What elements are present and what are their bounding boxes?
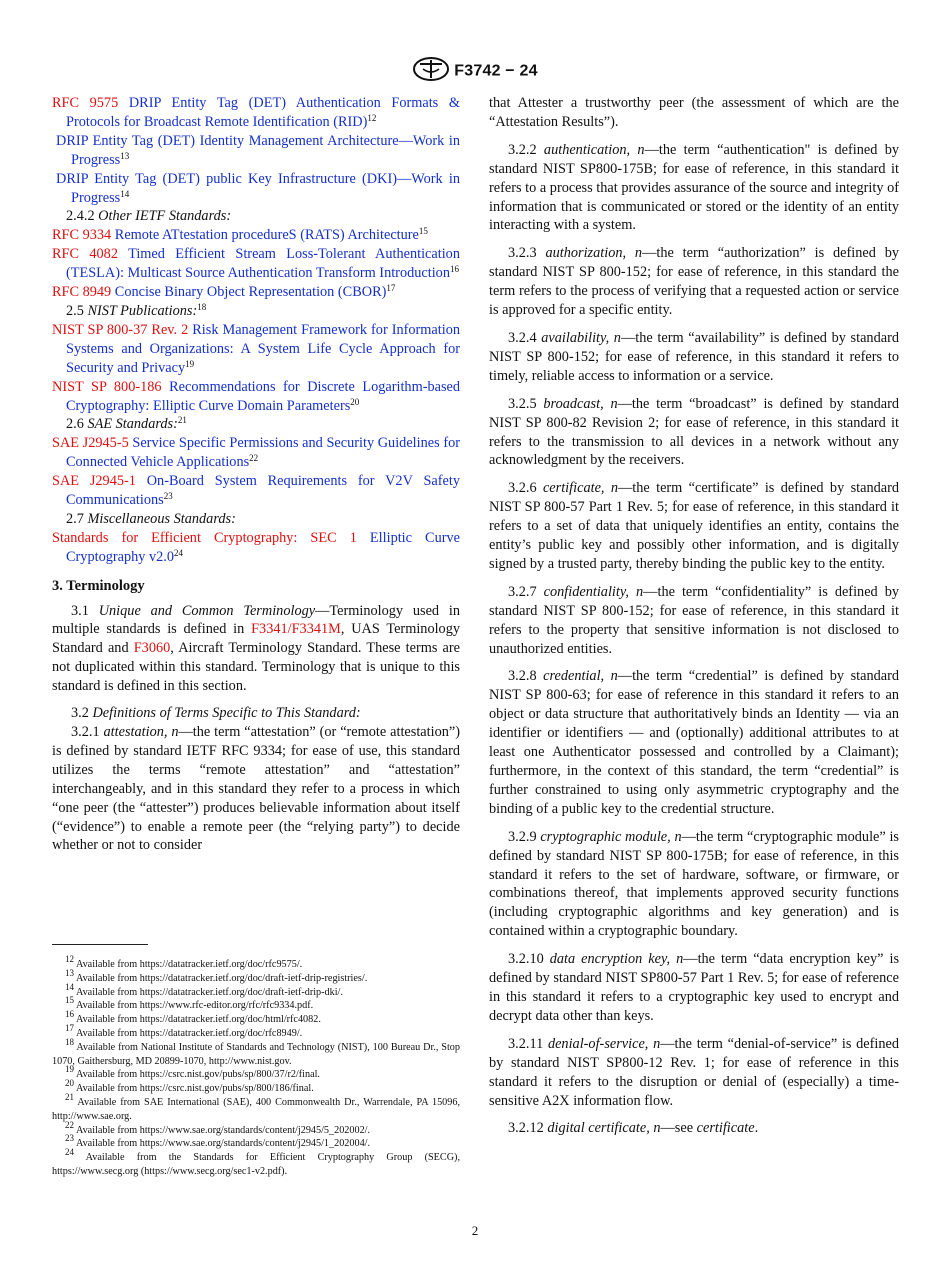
paragraph-text: , Aircraft Terminology Standard. These terms are not duplicated within this standard. Terminology that is unique to this standard is defined in this section. xyxy=(52,640,460,695)
footnote-ref: 20 xyxy=(350,396,360,407)
footnote-number: 16 xyxy=(65,1009,74,1020)
footnote-ref: 17 xyxy=(386,283,396,294)
footnote-text: Available from https://datatracker.ietf.org/doc/rfc8949/. xyxy=(74,1027,303,1039)
footnote-text: Available from https://www.rfc-editor.org/rfc/rfc9334.pdf. xyxy=(74,1000,314,1012)
footnote-text: Available from the Standards for Efficient Cryptography Group (SECG), https://www.secg.org (https://www.secg.org/sec1-v2.pdf). xyxy=(52,1152,460,1177)
definition-term: denial-of-service, n xyxy=(547,1035,661,1052)
definition-3-2-7 xyxy=(489,583,899,659)
section-heading-terminology: 3. Terminology xyxy=(52,577,145,594)
footnote-number: 19 xyxy=(65,1064,74,1075)
definition-number: 3.2.3 xyxy=(508,245,546,262)
reference-sae-j2945-1 xyxy=(52,472,460,510)
footnote-number: 22 xyxy=(65,1119,74,1130)
definition-term: availability, n xyxy=(541,329,621,346)
section-number: 2.7 xyxy=(66,510,84,527)
definition-see-term: certificate xyxy=(696,1120,755,1137)
definition-number: 3.2.2 xyxy=(508,141,544,158)
definition-number: 3.2.8 xyxy=(508,668,544,685)
reference-code[interactable]: RFC 9334 xyxy=(52,227,112,244)
definition-number: 3.2.11 xyxy=(508,1035,548,1052)
footnote-ref: 22 xyxy=(249,453,259,464)
definition-3-2-6 xyxy=(489,479,899,574)
footnote xyxy=(52,1064,460,1082)
definition-term: certificate, n xyxy=(542,480,618,497)
definition-number: 3.2.7 xyxy=(508,583,544,600)
reference-rfc8949 xyxy=(52,283,460,302)
paragraph-3-2 xyxy=(52,704,460,723)
reference-title[interactable]: On-Board System Requirements for V2V Safety Communications xyxy=(66,473,460,509)
definition-term: credential, n xyxy=(543,668,618,685)
paragraph-number: 3.1 xyxy=(71,602,99,619)
section-label: SAE Standards: xyxy=(87,416,178,433)
definition-term: digital certificate, n xyxy=(547,1120,661,1137)
definition-text: —the term “attestation” (or “remote attestation”) is defined by standard IETF RFC 9334; for ease of use, this standard utilizes the terms “remote attestation” and “attestation” interchangeably, and in this standard they refer to a process in which “one peer (the “attester”) produces believable information about itself (“evidence”) to enable a remote peer (the “relying party”) to decide whether or not to consider xyxy=(52,724,460,854)
definition-number: 3.2.1 xyxy=(71,724,104,740)
definition-term: cryptographic module, n xyxy=(540,828,682,845)
reference-nist-sp-800-37 xyxy=(52,321,460,378)
definition-3-2-12 xyxy=(489,1119,899,1138)
reference-title[interactable]: Concise Binary Object Representation (CBOR) xyxy=(111,284,387,301)
reference-title[interactable]: Remote ATtestation procedureS (RATS) Architecture xyxy=(111,227,419,244)
footnote-ref: 16 xyxy=(449,264,459,275)
definition-number: 3.2.10 xyxy=(508,951,550,968)
reference-title[interactable]: Recommendations for Discrete Logarithm-based Cryptography: Elliptic Curve Domain Parameters xyxy=(66,378,461,414)
standard-link-f3341[interactable]: F3341/F3341M xyxy=(251,621,341,638)
footnote xyxy=(52,967,460,986)
footnote-number: 15 xyxy=(65,995,74,1006)
footnote-text: Available from https://www.sae.org/standards/content/j2945/1_202004/. xyxy=(74,1138,371,1150)
footnote-number: 18 xyxy=(65,1036,74,1047)
reference-title[interactable]: DRIP Entity Tag (DET) Identity Management Architecture—Work in Progress xyxy=(56,132,460,168)
left-column xyxy=(52,94,460,855)
footnote xyxy=(52,981,460,1000)
footnote xyxy=(52,1133,460,1151)
section-label: Miscellaneous Standards: xyxy=(87,510,236,527)
definition-text: —the term “data encryption key” is defined by standard NIST SP800-57 Part 1 Rev. 5; for ease of reference in this standard it refers to a cryptographic key used to encrypt and decrypt data other than keys. xyxy=(489,951,900,1024)
definition-text: —the term “confidentiality” is defined by standard NIST SP 800-152; for ease of reference, in this standard it refers to the property that sensitive information is not disclosed to unauthorized entities. xyxy=(489,583,900,657)
footnote-text: Available from https://www.sae.org/standards/content/j2945/5_202002/. xyxy=(74,1124,371,1136)
definition-3-2-9 xyxy=(489,828,899,941)
definition-text: —see xyxy=(660,1120,697,1137)
reference-title[interactable]: Timed Efficient Stream Loss-Tolerant Authentication (TESLA): Multicast Source Authentication Transform Introduction xyxy=(66,246,460,282)
section-label: NIST Publications: xyxy=(87,302,198,319)
definition-number: 3.2.6 xyxy=(508,480,543,497)
footnote-number: 23 xyxy=(65,1133,74,1144)
section-2-7 xyxy=(52,510,460,529)
definition-text: —the term “denial-of-service” is defined by standard NIST SP800-12 Rev. 1; for ease of reference in this standard it refers to the disruption or denial of (especially) a time-sensitive A2X information flow. xyxy=(489,1035,899,1109)
footnote xyxy=(52,995,460,1013)
page-number: 2 xyxy=(471,1223,479,1238)
footnote xyxy=(52,1009,460,1027)
reference-code[interactable]: RFC 8949 xyxy=(52,284,112,301)
footnote-divider xyxy=(52,944,148,945)
paragraph-text: , UAS Terminology Standard and xyxy=(52,621,461,657)
definition-3-2-4 xyxy=(489,329,899,386)
definition-text: —the term “broadcast” is defined by standard NIST SP 800-82 Revision 2; for ease of reference, in this standard it refers to the transmission to all devices in a network without any acknowledgment by the receivers. xyxy=(489,395,899,469)
reference-code[interactable]: Standards for Efficient Cryptography: SEC 1 xyxy=(52,529,357,546)
footnote-text: Available from https://datatracker.ietf.org/doc/draft-ietf-drip-dki/. xyxy=(74,986,343,998)
footnote-number: 12 xyxy=(65,954,74,964)
footnote xyxy=(52,1147,460,1179)
definition-text: . xyxy=(754,1120,759,1137)
footnote-ref: 21 xyxy=(177,415,187,426)
reference-title[interactable]: DRIP Entity Tag (DET) Authentication Formats & Protocols for Broadcast Remote Identification (RID) xyxy=(66,95,460,130)
footnote-number: 13 xyxy=(65,967,74,978)
footnote-number: 21 xyxy=(65,1091,74,1102)
section-2-4-2 xyxy=(52,207,460,226)
footnote-ref: 19 xyxy=(185,358,195,369)
footnote-text: Available from https://datatracker.ietf.org/doc/draft-ietf-drip-registries/. xyxy=(74,972,368,984)
reference-sae-j2945-5 xyxy=(52,434,460,472)
reference-rfc4082 xyxy=(52,245,460,283)
reference-code[interactable]: NIST SP 800-186 xyxy=(52,378,162,395)
footnote xyxy=(52,954,460,972)
footnote-ref: 14 xyxy=(120,188,130,199)
paragraph-number: 3.2 xyxy=(71,705,93,722)
footnote-ref: 23 xyxy=(163,491,173,502)
footnote xyxy=(52,1119,460,1138)
paragraph-title: Unique and Common Terminology xyxy=(98,602,316,619)
footnote xyxy=(52,1036,460,1069)
reference-rfc9334 xyxy=(52,226,460,245)
definition-text: —the term “authentication" is defined by standard NIST SP800-175B; for ease of reference, in this standard it refers to a process that provides assurance of the source and integrity of information that is communicated or stored or the identity of an entity interacting with a system. xyxy=(489,141,900,234)
footnotes xyxy=(52,954,460,1179)
reference-code[interactable]: NIST SP 800-37 Rev. 2 xyxy=(52,321,189,338)
reference-code[interactable]: SAE J2945-1 xyxy=(52,473,136,490)
footnote-text: Available from https://csrc.nist.gov/pubs/sp/800/186/final. xyxy=(74,1083,314,1095)
reference-code[interactable]: RFC 9575 xyxy=(52,95,119,111)
astm-logo-icon xyxy=(412,57,450,86)
standard-link-f3060[interactable]: F3060 xyxy=(133,640,171,657)
footnote-text: Available from National Institute of Standards and Technology (NIST), 100 Bureau Dr., Stop 1070, Gaithersburg, MD 20899-1070, http://www.nist.gov. xyxy=(52,1041,460,1067)
footnote-text: Available from https://csrc.nist.gov/pubs/sp/800/37/r2/final. xyxy=(74,1069,320,1081)
page-header xyxy=(0,57,950,86)
right-column xyxy=(489,94,899,1147)
paragraph-text: —Terminology used in multiple standards is defined in xyxy=(52,602,461,638)
footnote-ref: 12 xyxy=(367,112,377,123)
reference-rfc9575 xyxy=(52,94,460,132)
definition-text: —the term “certificate” is defined by standard NIST SP 800-57 Part 1 Rev. 5; for ease of reference, in this standard it refers to a set of data that uniquely identifies an entity, contains the entity’s public key and possibly other information, and is digitally signed by a trusted party, thereby binding the public key to the entity. xyxy=(489,480,899,572)
document-id: F3742 − 24 xyxy=(454,62,538,80)
definition-text: —the term “cryptographic module” is defined by standard NIST SP 800-175B; for ease of reference, in this standard it refers to the set of hardware, software, or firmware, or combinations thereof, that implements approved security functions (including cryptographic algorithms and key generation) and is contained within a cryptographic boundary. xyxy=(489,828,899,940)
definition-3-2-5 xyxy=(489,395,899,471)
definition-3-2-11 xyxy=(489,1035,899,1111)
definition-term: attestation, n xyxy=(103,724,179,740)
section-number: 2.5 xyxy=(66,302,84,319)
definition-number: 3.2.4 xyxy=(508,329,542,346)
section-2-5 xyxy=(52,302,460,321)
definition-term: broadcast, n xyxy=(543,395,618,412)
paragraph-title: Definitions of Terms Specific to This Standard: xyxy=(92,705,361,722)
reference-sec1 xyxy=(52,529,460,567)
reference-title[interactable]: Service Specific Permissions and Security Guidelines for Connected Vehicle Applications xyxy=(66,435,460,471)
reference-code[interactable]: RFC 4082 xyxy=(52,246,118,263)
definition-text: —the term “availability” is defined by standard NIST SP 800-152; for ease of reference, in this standard it refers to timely, reliable access to information or a service. xyxy=(489,329,899,384)
reference-title[interactable]: Elliptic Curve Cryptography v2.0 xyxy=(66,529,460,565)
reference-title[interactable]: DRIP Entity Tag (DET) public Key Infrastructure (DKI)—Work in Progress xyxy=(56,170,460,206)
definition-3-2-3 xyxy=(489,244,899,320)
paragraph-3-1 xyxy=(52,602,460,697)
footnote-ref: 15 xyxy=(418,226,428,237)
definition-term: confidentiality, n xyxy=(543,583,644,600)
footnote-ref: 24 xyxy=(174,547,184,558)
footnote-ref: 18 xyxy=(197,301,207,312)
footnote xyxy=(52,1091,460,1124)
definition-term: data encryption key, n xyxy=(549,951,684,968)
footnote-text: Available from SAE International (SAE), 400 Commonwealth Dr., Warrendale, PA 15096, http://www.sae.org. xyxy=(52,1096,460,1122)
section-number: 2.6 xyxy=(66,416,84,433)
definition-3-2-10 xyxy=(489,950,899,1026)
definition-text: —the term “authorization” is defined by standard NIST SP 800-152; for ease of reference, in this standard the term refers to the process of verifying that a requested action or service is approved for a specific entity. xyxy=(489,245,900,319)
section-2-6 xyxy=(52,415,460,434)
footnote-number: 24 xyxy=(65,1147,74,1158)
definition-number: 3.2.12 xyxy=(508,1120,548,1137)
footnote-number: 20 xyxy=(65,1078,74,1089)
definition-term: authentication, n xyxy=(543,141,645,158)
definition-term: authorization, n xyxy=(545,245,643,262)
footnote-text: Available from https://datatracker.ietf.org/doc/rfc9575/. xyxy=(74,959,303,970)
reference-code[interactable]: SAE J2945-5 xyxy=(52,435,129,452)
footnote-text: Available from https://datatracker.ietf.org/doc/html/rfc4082. xyxy=(74,1014,321,1026)
definition-3-2-8 xyxy=(489,667,899,818)
definition-3-2-1 xyxy=(52,723,460,855)
section-label: Other IETF Standards: xyxy=(98,208,232,225)
definition-3-2-2 xyxy=(489,141,899,236)
reference-drip-identity xyxy=(52,132,460,170)
section-number: 2.4.2 xyxy=(66,208,95,225)
definition-number: 3.2.9 xyxy=(508,828,541,845)
definition-number: 3.2.5 xyxy=(508,395,544,412)
footnote xyxy=(52,1022,460,1041)
footnote-ref: 13 xyxy=(120,150,130,161)
footnote xyxy=(52,1078,460,1096)
footnote-number: 17 xyxy=(65,1022,74,1033)
reference-nist-sp-800-186 xyxy=(52,378,460,416)
reference-drip-dki xyxy=(52,170,460,208)
definition-text: —the term “credential” is defined by standard NIST SP 800-63; for ease of reference in this standard it refers to an object or data structure that authoritatively binds an Identity — via an identifier or identifiers — and (optionally) additional attributes to at least one Authenticator possessed and controlled by a Claimant); furthermore, in the context of this standard, the term “credential” is further constrained to using only asymmetric cryptography and the binding of a public key to the credential structure. xyxy=(489,668,899,817)
definition-3-2-1-continued: that Attester a trustworthy peer (the assessment of which are the “Attestation Results”). xyxy=(489,95,899,130)
footnote-number: 14 xyxy=(65,981,74,992)
reference-title[interactable]: Risk Management Framework for Information Systems and Organizations: A System Life Cycle Approach for Security and Privacy xyxy=(66,321,460,376)
